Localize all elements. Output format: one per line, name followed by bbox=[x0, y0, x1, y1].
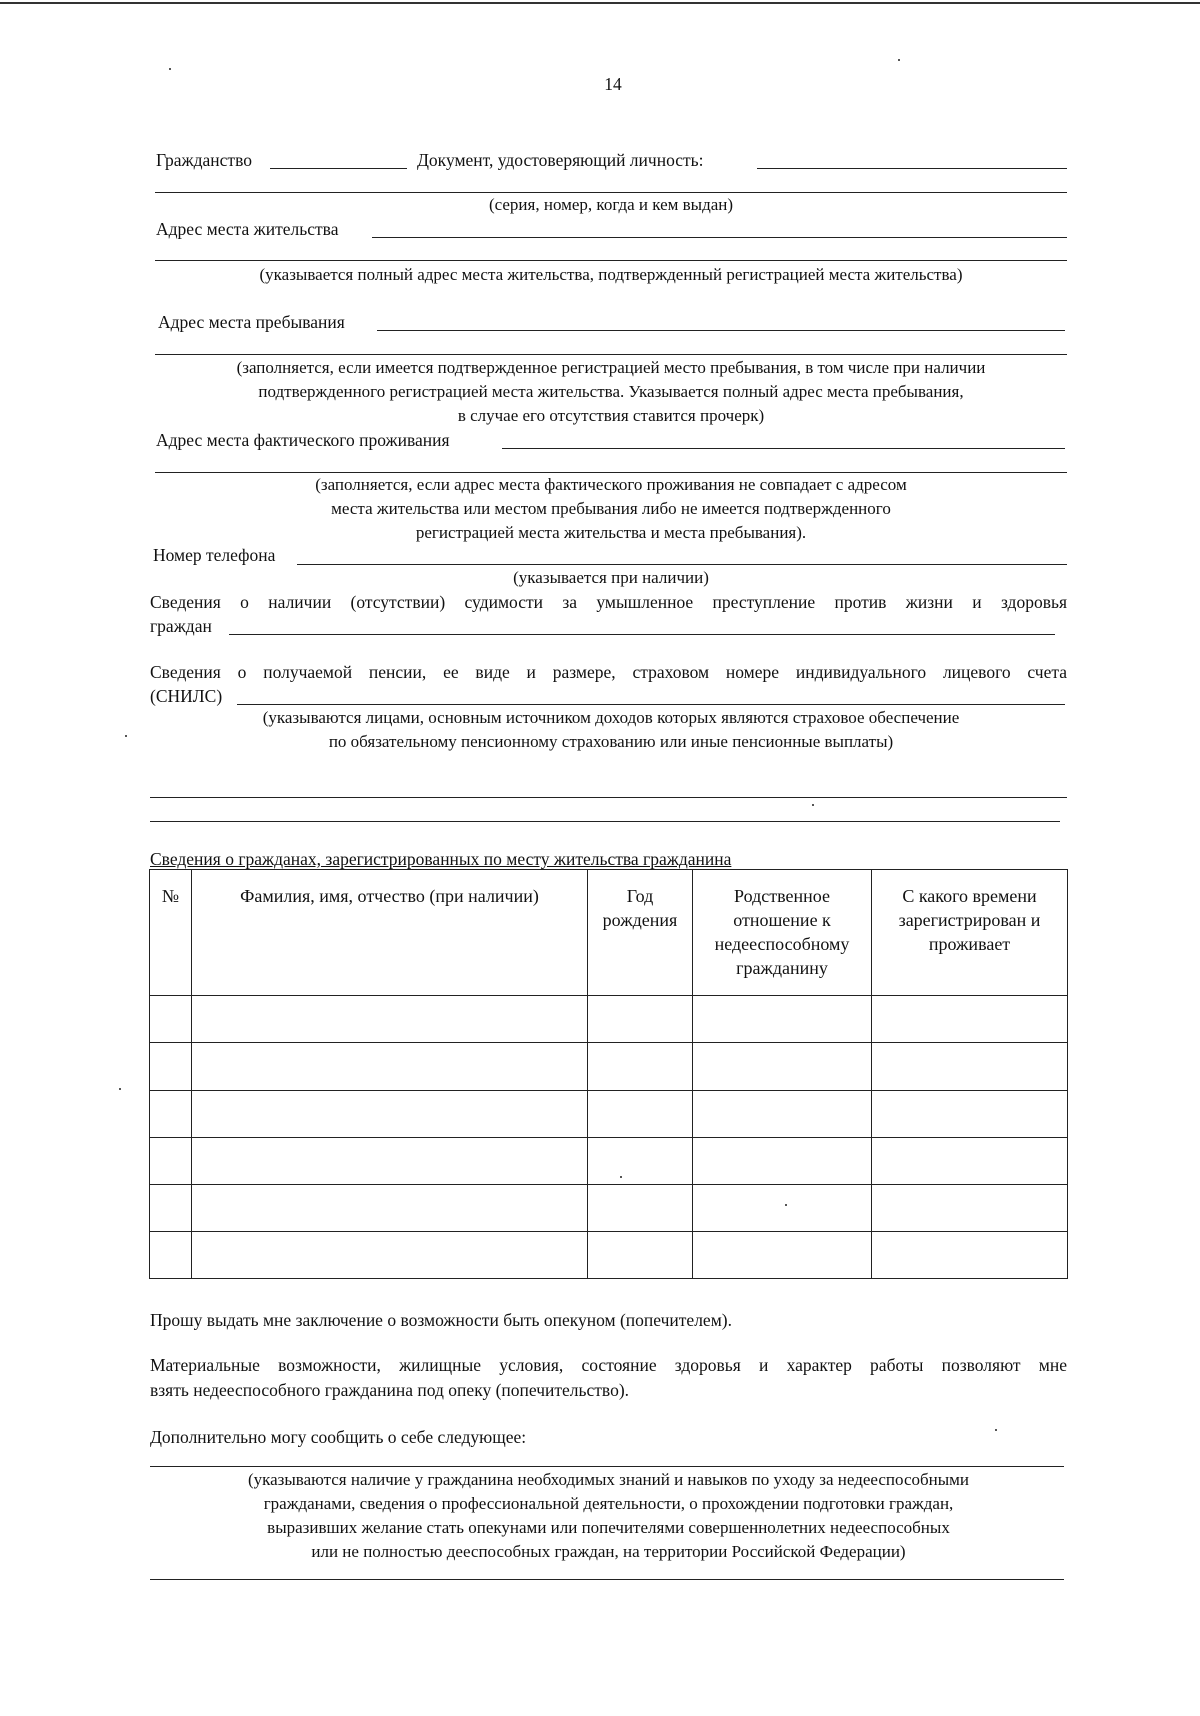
table-cell[interactable] bbox=[150, 1231, 192, 1278]
table-cell[interactable] bbox=[872, 1043, 1068, 1090]
pension-field[interactable] bbox=[237, 704, 1065, 705]
table-cell[interactable] bbox=[693, 1090, 872, 1137]
column-header-birth-year: Год рождения bbox=[588, 870, 693, 996]
stay-address-hint-line1: (заполняется, если имеется подтвержденное регистрацией место пребывания, в том числе при наличии bbox=[236, 358, 986, 377]
table-cell[interactable] bbox=[693, 1184, 872, 1231]
table-cell[interactable] bbox=[150, 1043, 192, 1090]
additional-info-label: Дополнительно могу сообщить о себе следующее: bbox=[150, 1427, 527, 1447]
page-number: 14 bbox=[604, 74, 622, 94]
citizenship-label: Гражданство bbox=[156, 150, 252, 170]
stay-address-hint-line2: подтвержденного регистрацией места жительства. Указывается полный адрес места пребывания, bbox=[258, 382, 964, 401]
column-header-relationship: Родственное отношение к недееспособному гражданину bbox=[693, 870, 872, 996]
residence-address-label: Адрес места жительства bbox=[156, 219, 339, 239]
table-cell[interactable] bbox=[192, 1137, 588, 1184]
capabilities-line2: взять недееспособного гражданина под опеку (попечительство). bbox=[150, 1380, 630, 1400]
capabilities-line1: Материальные возможности, жилищные условия, состояние здоровья и характер работы позволяют мне bbox=[150, 1355, 1067, 1375]
table-cell[interactable] bbox=[693, 1231, 872, 1278]
residence-address-hint: (указывается полный адрес места жительства, подтвержденный регистрацией места жительства) bbox=[259, 265, 963, 284]
table-row bbox=[150, 996, 1068, 1043]
scan-top-border bbox=[0, 2, 1200, 4]
table-cell[interactable] bbox=[192, 1090, 588, 1137]
pension-extra-line1[interactable] bbox=[150, 797, 1067, 798]
table-cell[interactable] bbox=[588, 1090, 693, 1137]
table-row bbox=[150, 1043, 1068, 1090]
scan-speck bbox=[125, 735, 127, 737]
identity-document-field[interactable] bbox=[757, 168, 1067, 169]
registered-citizens-table bbox=[149, 869, 1068, 1279]
stay-address-field[interactable] bbox=[377, 330, 1065, 331]
scan-speck bbox=[119, 1088, 121, 1090]
table-cell[interactable] bbox=[192, 1231, 588, 1278]
table-cell[interactable] bbox=[588, 1184, 693, 1231]
phone-hint: (указывается при наличии) bbox=[513, 568, 709, 587]
table-cell[interactable] bbox=[872, 1231, 1068, 1278]
actual-address-label: Адрес места фактического проживания bbox=[156, 430, 450, 450]
scan-speck bbox=[812, 804, 814, 806]
table-cell[interactable] bbox=[192, 1184, 588, 1231]
stay-address-label: Адрес места пребывания bbox=[158, 312, 345, 332]
scan-speck bbox=[898, 59, 900, 61]
pension-label-line2: (СНИЛС) bbox=[150, 686, 223, 706]
table-cell[interactable] bbox=[693, 1043, 872, 1090]
actual-address-hint-line1: (заполняется, если адрес места фактического проживания не совпадает с адресом bbox=[315, 475, 907, 494]
table-cell[interactable] bbox=[693, 1137, 872, 1184]
table-cell[interactable] bbox=[150, 1090, 192, 1137]
table-row bbox=[150, 1184, 1068, 1231]
citizenship-field[interactable] bbox=[270, 168, 407, 169]
pension-hint-line2: по обязательному пенсионному страхованию или иные пенсионные выплаты) bbox=[328, 732, 894, 751]
table-cell[interactable] bbox=[588, 1043, 693, 1090]
actual-address-field-line2[interactable] bbox=[155, 472, 1067, 473]
table-cell[interactable] bbox=[150, 1184, 192, 1231]
table-row bbox=[150, 1231, 1068, 1278]
table-cell[interactable] bbox=[150, 1137, 192, 1184]
scan-speck bbox=[995, 1429, 997, 1431]
table-cell[interactable] bbox=[872, 1137, 1068, 1184]
table-header-row bbox=[150, 870, 1068, 996]
actual-address-hint-line3: регистрацией места жительства и места пребывания). bbox=[415, 523, 807, 542]
additional-info-hint-line3: выразивших желание стать опекунами или попечителями совершеннолетних недееспособных bbox=[267, 1518, 950, 1537]
table-cell[interactable] bbox=[872, 996, 1068, 1043]
criminal-record-field[interactable] bbox=[229, 634, 1055, 635]
table-cell[interactable] bbox=[693, 996, 872, 1043]
table-cell[interactable] bbox=[192, 1043, 588, 1090]
residence-address-field-line2[interactable] bbox=[155, 260, 1067, 261]
pension-extra-line2[interactable] bbox=[150, 821, 1060, 822]
actual-address-field[interactable] bbox=[502, 448, 1065, 449]
column-header-number: № bbox=[150, 870, 192, 996]
registered-citizens-caption: Сведения о гражданах, зарегистрированных по месту жительства гражданина bbox=[150, 849, 732, 869]
pension-label-line1: Сведения о получаемой пенсии, ее виде и размере, страховом номере индивидуального лицевого счета bbox=[150, 662, 1067, 682]
identity-document-label: Документ, удостоверяющий личность: bbox=[417, 150, 704, 170]
criminal-record-label-line2: граждан bbox=[150, 616, 212, 636]
table-cell[interactable] bbox=[588, 996, 693, 1043]
additional-info-field[interactable] bbox=[150, 1466, 1064, 1467]
additional-info-field-line2[interactable] bbox=[150, 1579, 1064, 1580]
identity-document-field-line2[interactable] bbox=[155, 192, 1067, 193]
request-text: Прошу выдать мне заключение о возможности быть опекуном (попечителем). bbox=[150, 1310, 732, 1330]
stay-address-field-line2[interactable] bbox=[155, 354, 1067, 355]
table-cell[interactable] bbox=[192, 996, 588, 1043]
phone-field[interactable] bbox=[297, 564, 1067, 565]
identity-document-hint: (серия, номер, когда и кем выдан) bbox=[488, 195, 734, 214]
stay-address-hint-line3: в случае его отсутствия ставится прочерк) bbox=[457, 406, 765, 425]
table-row bbox=[150, 1090, 1068, 1137]
table-cell[interactable] bbox=[872, 1090, 1068, 1137]
additional-info-hint-line2: гражданами, сведения о профессиональной деятельности, о прохождении подготовки граждан, bbox=[263, 1494, 954, 1513]
column-header-registered-since: С какого времени зарегистрирован и проживает bbox=[872, 870, 1068, 996]
table-cell[interactable] bbox=[588, 1137, 693, 1184]
table-cell[interactable] bbox=[588, 1231, 693, 1278]
scan-speck bbox=[620, 1176, 622, 1178]
column-header-full-name: Фамилия, имя, отчество (при наличии) bbox=[192, 870, 588, 996]
criminal-record-label-line1: Сведения о наличии (отсутствии) судимости за умышленное преступление против жизни и здоровья bbox=[150, 592, 1067, 612]
table-cell[interactable] bbox=[150, 996, 192, 1043]
additional-info-hint-line1: (указываются наличие у гражданина необходимых знаний и навыков по уходу за недееспособными bbox=[247, 1470, 970, 1489]
scan-speck bbox=[169, 68, 171, 70]
pension-hint-line1: (указываются лицами, основным источником доходов которых являются страховое обеспечение bbox=[262, 708, 960, 727]
actual-address-hint-line2: места жительства или местом пребывания либо не имеется подтвержденного bbox=[331, 499, 891, 518]
phone-label: Номер телефона bbox=[153, 545, 276, 565]
additional-info-hint-line4: или не полностью дееспособных граждан, на территории Российской Федерации) bbox=[311, 1542, 906, 1561]
residence-address-field[interactable] bbox=[372, 237, 1067, 238]
table-cell[interactable] bbox=[872, 1184, 1068, 1231]
scan-speck bbox=[785, 1204, 787, 1206]
table-row bbox=[150, 1137, 1068, 1184]
